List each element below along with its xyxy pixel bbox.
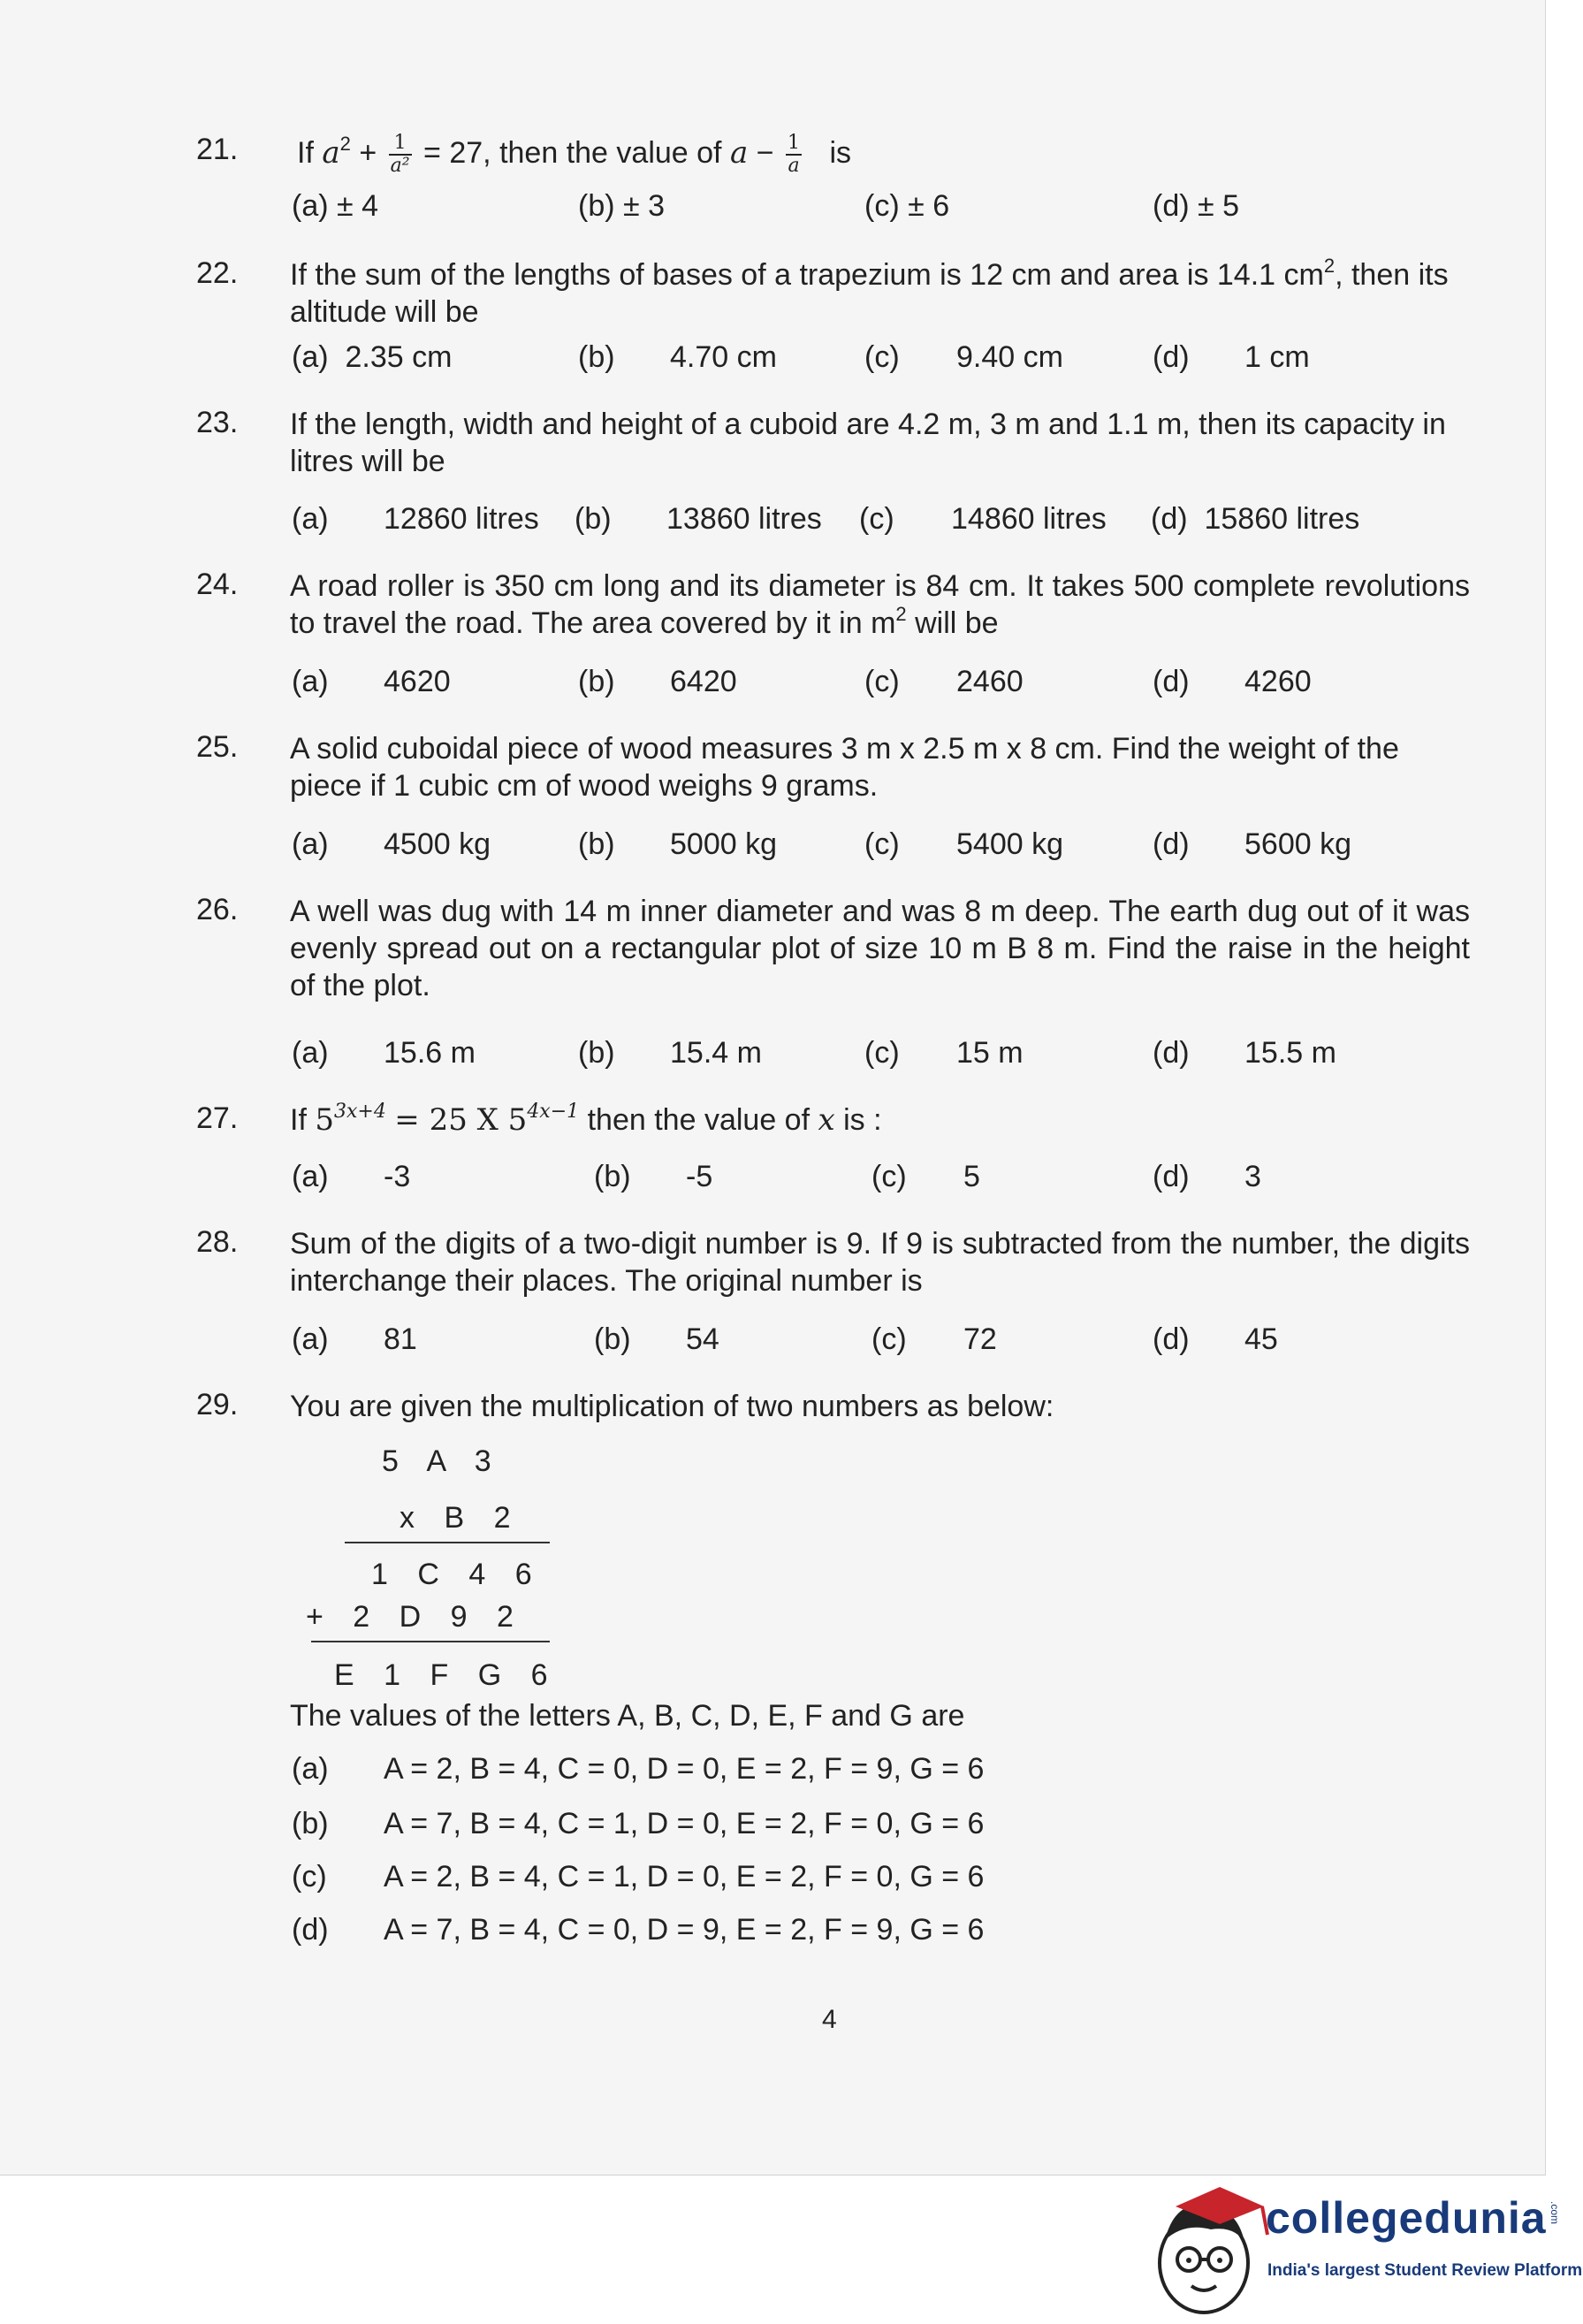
option-label: (a)	[292, 340, 329, 374]
question-number: 23.	[196, 406, 239, 439]
question-number: 24.	[196, 568, 239, 601]
option-value: 14860 litres	[951, 502, 1107, 536]
option-label: (a)	[292, 1322, 329, 1356]
option	[864, 340, 1063, 375]
question-26-text: A well was dug with 14 m inner diameter and was 8 m deep. The earth dug out of it was evenly spread out on a rectangular plot of size 10 m B 8 m. Find the raise in the height of the plot.	[290, 895, 1470, 1002]
divider-line	[311, 1641, 550, 1642]
option-value: ± 4	[337, 189, 379, 223]
option-value: 15.5 m	[1244, 1036, 1336, 1070]
question-29-text: You are given the multiplication of two numbers as below:	[290, 1390, 1054, 1423]
option-label: (d)	[1153, 1036, 1190, 1070]
option-value: 4620	[384, 665, 451, 698]
option	[1153, 189, 1239, 224]
option-value: -3	[384, 1160, 411, 1193]
option-label: (c)	[864, 340, 900, 374]
option-label: (d)	[292, 1913, 329, 1947]
option	[578, 1036, 762, 1071]
option-value: 3	[1244, 1160, 1261, 1193]
text: , then its altitude will be	[290, 258, 1449, 329]
equation-rhs: = 27,	[423, 135, 491, 170]
option-value: 1 cm	[1244, 340, 1310, 374]
option-label: (b)	[578, 189, 615, 223]
text: will be	[906, 606, 999, 640]
option	[578, 340, 777, 375]
option-value: 15.4 m	[670, 1036, 762, 1070]
option	[864, 665, 1024, 699]
option-label: (c)	[864, 827, 900, 861]
option-value: 81	[384, 1322, 417, 1356]
exponent: 2	[339, 132, 351, 155]
option-label: (d)	[1153, 827, 1190, 861]
question-number: 25.	[196, 730, 239, 764]
option-label: (b)	[594, 1160, 631, 1193]
option-label: (d)	[1153, 1322, 1190, 1356]
option-label: (a)	[292, 1752, 329, 1786]
partial-product-1: 1 C 4 6	[371, 1558, 543, 1591]
option-value: 15.6 m	[384, 1036, 476, 1070]
option	[292, 1036, 476, 1071]
denominator: a²	[390, 155, 410, 177]
question-25-text: A solid cuboidal piece of wood measures 3 m x 2.5 m x 8 cm. Find the weight of the piece if 1 cubic cm of wood weighs 9 grams.	[290, 732, 1399, 803]
option	[864, 1036, 1024, 1071]
question-27-text	[290, 1101, 1470, 1139]
option	[1153, 827, 1351, 862]
question-number: 22.	[196, 256, 239, 290]
option	[1153, 340, 1310, 375]
superscript: 2	[1323, 255, 1336, 277]
option-label: (a)	[292, 665, 329, 698]
question-number: 27.	[196, 1101, 239, 1135]
page-number: 4	[822, 2005, 837, 2034]
option-label: (a)	[292, 827, 329, 861]
option	[292, 189, 378, 224]
text: then the value of	[499, 135, 722, 170]
option-label: (c)	[871, 1322, 907, 1356]
option-label: (c)	[292, 1860, 327, 1893]
option-label: (d)	[1153, 1160, 1190, 1193]
brand-tagline: India's largest Student Review Platform	[1267, 2261, 1583, 2280]
option	[594, 1322, 719, 1357]
option	[1153, 1322, 1278, 1357]
text: A road roller is 350 cm long and its diameter is 84 cm. It takes 500 complete revolutions to travel the road. The area covered by it in m	[290, 569, 1470, 640]
option	[578, 665, 737, 699]
option-label: (d)	[1153, 665, 1190, 698]
text: If the sum of the lengths of bases of a trapezium is 12 cm and area is 14.1 cm	[290, 258, 1324, 292]
option	[292, 1752, 984, 1787]
option	[292, 1160, 410, 1194]
option-value: 9.40 cm	[956, 340, 1063, 374]
partial-product-2: + 2 D 9 2	[306, 1600, 524, 1634]
superscript: 2	[895, 603, 907, 625]
option-value: 2.35 cm	[345, 340, 453, 374]
option-value: 5	[963, 1160, 980, 1193]
question-number: 21.	[196, 133, 239, 166]
option	[292, 1322, 417, 1357]
option-value: -5	[686, 1160, 713, 1193]
option-label: (a)	[292, 1036, 329, 1070]
option	[864, 827, 1063, 862]
question-28-text: Sum of the digits of a two-digit number is 9. If 9 is subtracted from the number, the digits interchange their places. The original number is	[290, 1227, 1470, 1298]
math-base: 5	[315, 1102, 334, 1138]
brand-name: collegedunia	[1266, 2193, 1547, 2243]
option	[1151, 502, 1359, 537]
option-label: (c)	[864, 189, 900, 223]
option-value: A = 7, B = 4, C = 1, D = 0, E = 2, F = 0, G = 6	[384, 1807, 985, 1840]
mascot-icon	[1160, 2187, 1267, 2313]
option	[1153, 665, 1312, 699]
question-29-prompt: The values of the letters A, B, C, D, E, F and G are	[290, 1699, 965, 1733]
option-value: 4260	[1244, 665, 1312, 698]
option	[292, 1860, 984, 1894]
option	[292, 1913, 984, 1947]
exponent: 4x−1	[527, 1101, 580, 1123]
option-value: 5000 kg	[670, 827, 777, 861]
option	[594, 1160, 712, 1194]
option-label: (c)	[871, 1160, 907, 1193]
option-label: (b)	[578, 340, 615, 374]
fraction	[389, 133, 412, 177]
text: If	[290, 1103, 307, 1137]
text: If	[297, 135, 314, 170]
question-24-text	[290, 568, 1470, 642]
option-value: 4500 kg	[384, 827, 491, 861]
multiplicand: 5 A 3	[382, 1444, 502, 1478]
operator: −	[756, 135, 774, 170]
option-value: ± 5	[1198, 189, 1240, 223]
option-label: (c)	[864, 665, 900, 698]
option-value: 2460	[956, 665, 1024, 698]
option-value: 6420	[670, 665, 737, 698]
option	[578, 827, 777, 862]
option-label: (c)	[864, 1036, 900, 1070]
option-label: (a)	[292, 1160, 329, 1193]
option-label: (b)	[578, 827, 615, 861]
option-value: 4.70 cm	[670, 340, 777, 374]
option-label: (a)	[292, 502, 329, 536]
option-label: (d)	[1153, 189, 1190, 223]
text: is :	[843, 1103, 882, 1137]
product: E 1 F G 6	[334, 1658, 559, 1692]
option	[292, 502, 539, 537]
option	[578, 189, 665, 224]
option-value: ± 3	[623, 189, 666, 223]
fraction	[786, 133, 802, 177]
option	[859, 502, 1107, 537]
option-label: (b)	[578, 1036, 615, 1070]
question-number: 26.	[196, 893, 239, 926]
option-label: (a)	[292, 189, 329, 223]
math-var: a	[729, 134, 749, 171]
option-label: (b)	[594, 1322, 631, 1356]
operator: +	[359, 135, 377, 170]
option-value: 54	[686, 1322, 719, 1356]
text: is	[829, 135, 852, 170]
question-22-text	[290, 256, 1470, 331]
option-value: 13860 litres	[666, 502, 822, 536]
math-var: a	[322, 134, 340, 171]
option-value: 45	[1244, 1322, 1278, 1356]
option-label: (d)	[1151, 502, 1188, 536]
numerator: 1	[389, 133, 412, 156]
option-value: 5400 kg	[956, 827, 1063, 861]
option-value: 72	[963, 1322, 997, 1356]
option-value: A = 7, B = 4, C = 0, D = 9, E = 2, F = 9, G = 6	[384, 1913, 985, 1947]
math-var: x	[818, 1102, 835, 1138]
question-21-text	[297, 133, 1477, 177]
numerator: 1	[788, 132, 800, 154]
option	[871, 1160, 980, 1194]
option-value: ± 6	[908, 189, 950, 223]
exponent: 3x+4	[334, 1101, 386, 1123]
multiplier: x B 2	[400, 1501, 521, 1535]
option-value: A = 2, B = 4, C = 1, D = 0, E = 2, F = 0, G = 6	[384, 1860, 985, 1893]
option-label: (b)	[575, 502, 612, 536]
option	[292, 665, 451, 699]
option	[575, 502, 822, 537]
option	[292, 1807, 984, 1841]
divider-line	[345, 1542, 550, 1543]
option-label: (d)	[1153, 340, 1190, 374]
option-label: (c)	[859, 502, 894, 536]
option	[292, 340, 452, 375]
option-value: A = 2, B = 4, C = 0, D = 0, E = 2, F = 9, G = 6	[384, 1752, 985, 1786]
math-expression: = 25 X 5	[394, 1102, 528, 1138]
question-number: 28.	[196, 1225, 239, 1259]
denominator: a	[788, 155, 800, 177]
question-23-text: If the length, width and height of a cuboid are 4.2 m, 3 m and 1.1 m, then its capacity in litres will be	[290, 408, 1446, 478]
brand-suffix: .com	[1549, 2201, 1561, 2225]
option-value: 5600 kg	[1244, 827, 1351, 861]
option	[1153, 1160, 1261, 1194]
question-number: 29.	[196, 1388, 239, 1421]
option-value: 12860 litres	[384, 502, 539, 536]
option	[864, 189, 949, 224]
option	[1153, 1036, 1336, 1071]
option-label: (b)	[578, 665, 615, 698]
option	[292, 827, 491, 862]
text: then the value of	[587, 1103, 811, 1137]
option-value: 15860 litres	[1204, 502, 1360, 536]
option-label: (b)	[292, 1807, 329, 1840]
option-value: 15 m	[956, 1036, 1024, 1070]
option	[871, 1322, 997, 1357]
